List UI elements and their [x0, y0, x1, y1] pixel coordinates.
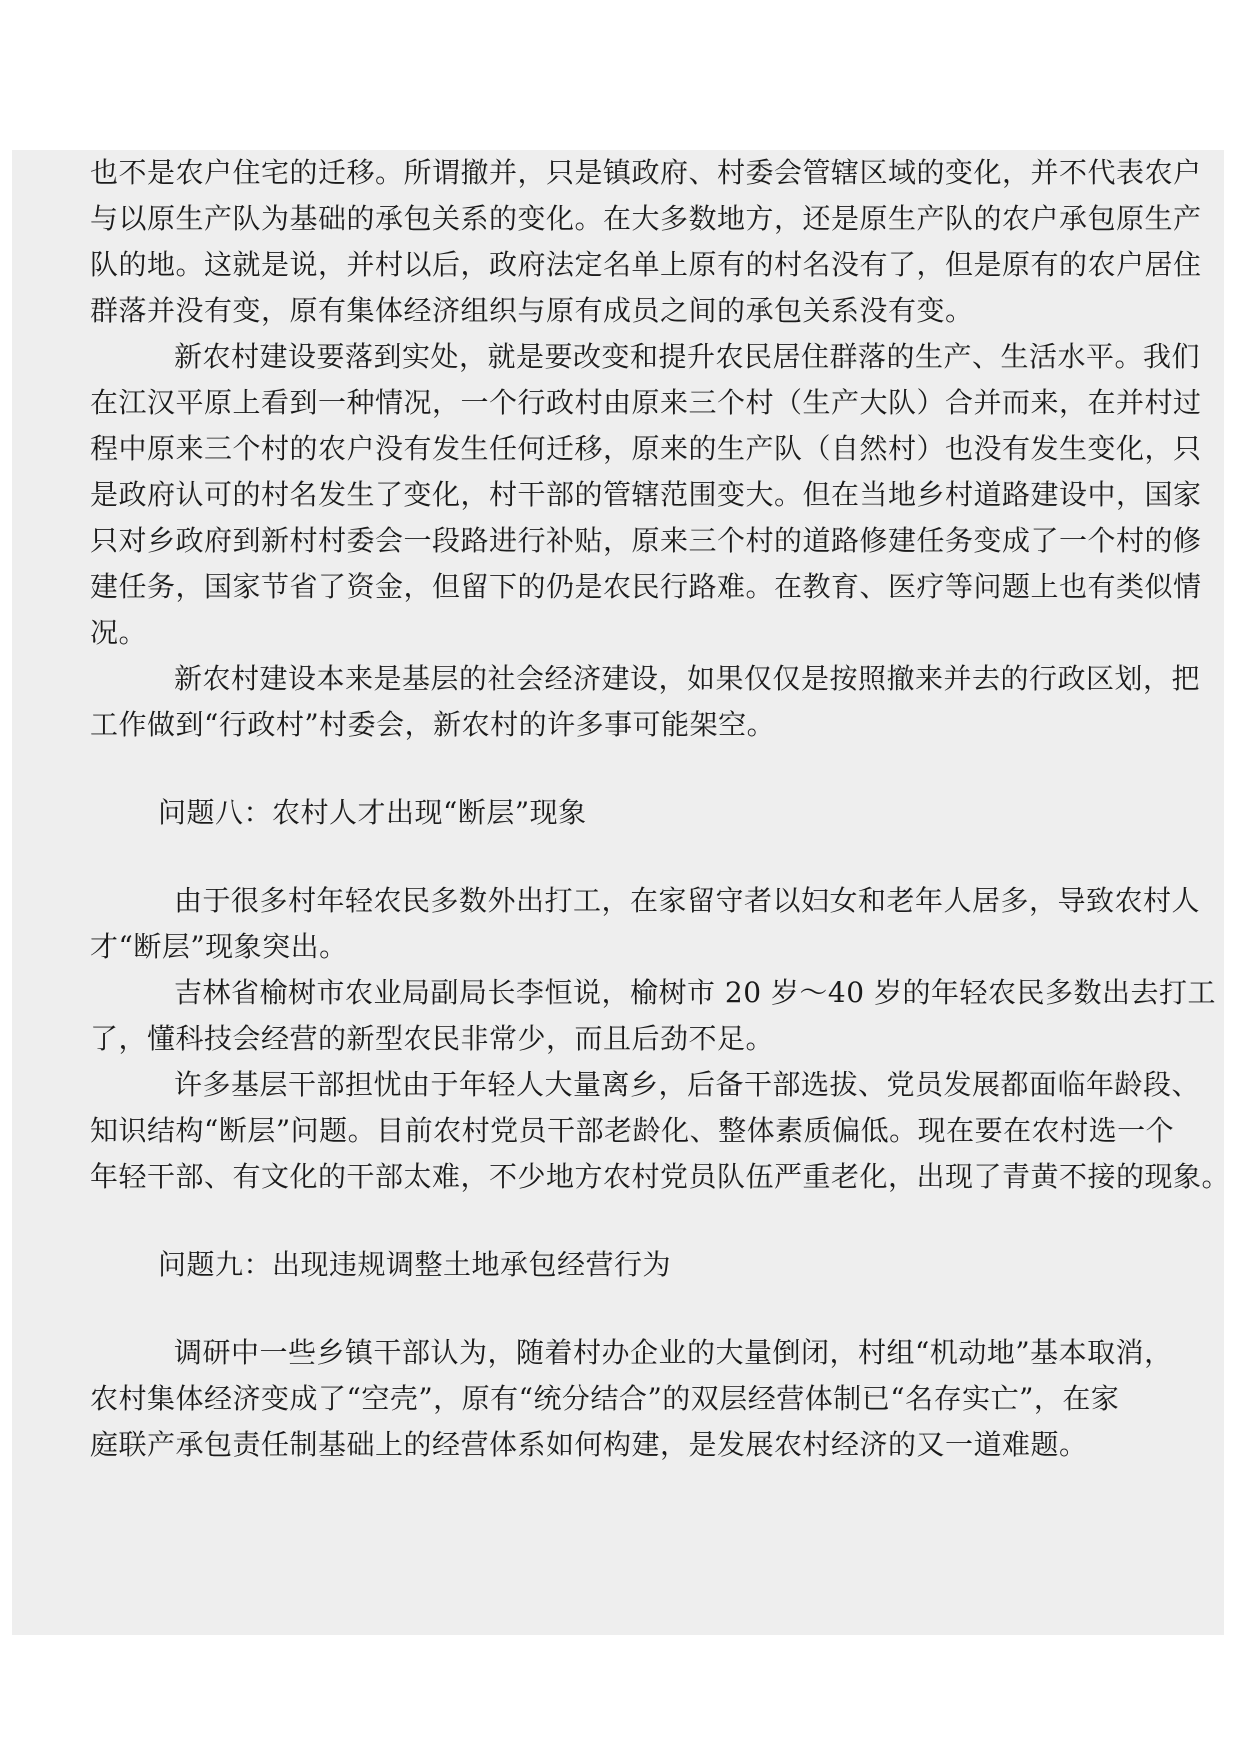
text-line: 与以原生产队为基础的承包关系的变化。在大多数地方，还是原生产队的农户承包原生产: [90, 202, 1202, 235]
text-line: 许多基层干部担忧由于年轻人大量离乡，后备干部选拔、党员发展都面临年龄段、: [174, 1068, 1201, 1101]
text-line: 吉林省榆树市农业局副局长李恒说，榆树市 20 岁～40 岁的年轻农民多数出去打工: [174, 976, 1216, 1009]
text-line: 工作做到“行政村”村委会，新农村的许多事可能架空。: [90, 708, 776, 741]
text-line: 在江汉平原上看到一种情况，一个行政村由原来三个村（生产大队）合并而来，在并村过: [90, 386, 1202, 419]
text-line: 况。: [90, 616, 148, 649]
section-heading: 问题九：出现违规调整土地承包经营行为: [158, 1248, 672, 1281]
text-line: 只对乡政府到新村村委会一段路进行补贴，原来三个村的道路修建任务变成了一个村的修: [90, 524, 1202, 557]
section-heading: 问题八：农村人才出现“断层”现象: [158, 796, 587, 829]
text-line: 年轻干部、有文化的干部太难，不少地方农村党员队伍严重老化，出现了青黄不接的现象。: [90, 1160, 1230, 1193]
text-line: 群落并没有变，原有集体经济组织与原有成员之间的承包关系没有变。: [90, 294, 974, 327]
text-line: 了，懂科技会经营的新型农民非常少，而且后劲不足。: [90, 1022, 775, 1055]
text-line: 也不是农户住宅的迁移。所谓撤并，只是镇政府、村委会管辖区域的变化，并不代表农户: [90, 156, 1202, 189]
text-line: 调研中一些乡镇干部认为，随着村办企业的大量倒闭，村组“机动地”基本取消，: [174, 1336, 1173, 1369]
text-line: 农村集体经济变成了“空壳”，原有“统分结合”的双层经营体制已“名存实亡”，在家: [90, 1382, 1120, 1415]
text-line: 队的地。这就是说，并村以后，政府法定名单上原有的村名没有了，但是原有的农户居住: [90, 248, 1202, 281]
text-line: 建任务，国家节省了资金，但留下的仍是农民行路难。在教育、医疗等问题上也有类似情: [90, 570, 1202, 603]
text-line: 才“断层”现象突出。: [90, 930, 348, 963]
text-line: 程中原来三个村的农户没有发生任何迁移，原来的生产队（自然村）也没有发生变化，只: [90, 432, 1202, 465]
text-line: 庭联产承包责任制基础上的经营体系如何构建，是发展农村经济的又一道难题。: [90, 1428, 1088, 1461]
text-line: 由于很多村年轻农民多数外出打工，在家留守者以妇女和老年人居多，导致农村人: [174, 884, 1201, 917]
text-line: 新农村建设要落到实处，就是要改变和提升农民居住群落的生产、生活水平。我们: [174, 340, 1201, 373]
text-line: 是政府认可的村名发生了变化，村干部的管辖范围变大。但在当地乡村道路建设中，国家: [90, 478, 1202, 511]
text-line: 新农村建设本来是基层的社会经济建设，如果仅仅是按照撤来并去的行政区划，把: [174, 662, 1201, 695]
document-body: [90, 150, 1230, 1635]
text-line: 知识结构“断层”问题。目前农村党员干部老龄化、整体素质偏低。现在要在农村选一个: [90, 1114, 1175, 1147]
